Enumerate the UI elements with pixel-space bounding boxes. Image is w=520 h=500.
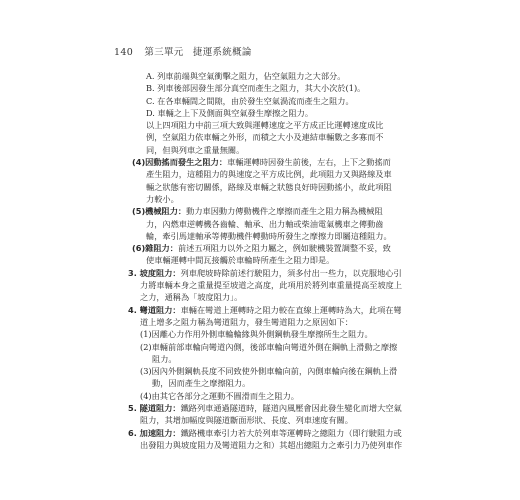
line-text: 出發阻力與坡度阻力及彎道阻力之和）其超出總阻力之牽引力乃使列車作: [140, 439, 403, 450]
text-line: [128, 218, 406, 230]
text-line: [128, 205, 406, 217]
line-text: (1)因離心力作用外側車輪輪緣與外側鋼軌發生摩擦所生之阻力。: [140, 329, 373, 340]
text-line: [128, 193, 406, 205]
line-text: 鐵路機車牽引力若大於列車等運轉時之總阻力（即行駛阻力或: [180, 427, 402, 438]
text-line: [128, 119, 406, 131]
line-text: 同，但與列車之重量無關。: [146, 144, 245, 155]
text-line: [128, 168, 406, 180]
line-text: 以上四項阻力中前三項大致與運轉速度之平方成正比運轉速度成比: [146, 120, 384, 131]
line-text: 車輛在彎道上運轉時之阻力較在直線上運轉時為大，此項在彎: [180, 304, 402, 315]
text-line: [128, 131, 406, 143]
text-line: [128, 328, 406, 340]
text-line: [128, 304, 406, 316]
line-text: 輛之狀態有密切關係，路線及車輛之狀態良好時因動搖小，故此項阻: [146, 181, 392, 192]
item-heading: (4)因動搖而發生之阻力：: [132, 157, 228, 168]
text-line: [128, 279, 406, 291]
line-text: D. 車輛之上下及側面與空氣發生摩擦之阻力。: [146, 107, 314, 118]
item-heading: 3. 坡度阻力：: [128, 267, 181, 278]
text-line: [128, 107, 406, 119]
unit-label: 第三單元: [144, 47, 184, 58]
item-heading: 5. 隧道阻力：: [128, 403, 181, 414]
text-line: [128, 439, 406, 451]
item-heading: 4. 彎道阻力：: [128, 304, 181, 315]
item-heading: (5)機械阻力：: [132, 206, 187, 217]
text-line: [128, 291, 406, 303]
line-text: 產生阻力，這種阻力的與速度之平方成比例，此項阻力又與路線及車: [146, 169, 392, 180]
line-text: 道上增多之阻力稱為彎道阻力，發生彎道阻力之原因如下：: [140, 316, 353, 327]
text-line: [128, 353, 406, 365]
text-line: [128, 365, 406, 377]
text-line: [128, 82, 406, 94]
line-text: A. 列車前端與空氣衝擊之阻力，佔空氣阻力之大部分。: [146, 71, 346, 81]
line-text: 輪，牽引馬達軸承等傳動機件轉動時所發生之摩擦力即屬這種阻力。: [146, 230, 392, 241]
item-heading: (6)雜阻力：: [132, 243, 178, 254]
page-body: [128, 70, 406, 451]
text-line: [128, 181, 406, 193]
line-text: 使車輛運轉中間瓦接觸於車輪時所產生之阻力即是。: [146, 255, 335, 266]
text-line: [128, 267, 406, 279]
book-title: 捷運系統概論: [192, 47, 252, 58]
text-line: [128, 414, 406, 426]
page-header: [114, 44, 252, 58]
item-heading: 6. 加速阻力：: [128, 427, 181, 438]
line-text: 之力，通稱為「坡度阻力」。: [140, 292, 243, 303]
line-text: 動，因而產生之摩擦阻力。: [152, 378, 251, 389]
line-text: 阻力，其增加幅度與隧道斷面形狀、長度、列車速度有關。: [140, 415, 353, 426]
text-line: [128, 230, 406, 242]
line-text: (3)因內外側鋼軌長度不同致使外側車輪向前，內側車輪向後在鋼軌上滑: [140, 366, 398, 377]
text-line: [128, 390, 406, 402]
line-text: 力較小。: [146, 193, 179, 204]
line-text: (4)由其它各部分之運動不圓滑而生之阻力。: [140, 390, 299, 401]
line-text: 阻力。: [152, 353, 177, 364]
text-line: [128, 377, 406, 389]
text-line: [128, 70, 406, 82]
line-text: B. 列車後部因發生部分真空而產生之阻力，其大小次於(1)。: [146, 83, 366, 94]
line-text: 力，內燃車逆轉機各齒輪、軸承、出力軸或柴油電氣機車之傳動齒: [146, 218, 384, 229]
text-line: [128, 144, 406, 156]
line-text: 鐵路列車通過隧道時，隧道內風壓會因此發生變化而增大空氣: [180, 403, 402, 414]
line-text: 車輛運轉時因發生前後，左右，上下之動搖而: [227, 157, 391, 168]
text-line: [128, 427, 406, 439]
line-text: 前述五項阻力以外之阻力屬之，例如駛機裝置調整不妥，致: [177, 243, 391, 254]
line-text: C. 在各車輛間之間隙，由於發生空氣渦流而產生之阻力。: [146, 95, 354, 106]
text-line: [128, 242, 406, 254]
line-text: 力將車輛本身之重量提至坡道之高度，此項用於將列車重量提高至坡度上: [140, 280, 403, 291]
text-line: [128, 402, 406, 414]
line-text: 列車爬坡時除前述行駛阻力，須多付出一些力，以克服地心引: [180, 267, 402, 278]
line-text: 例，空氣阻力依車輛之外形，而積之大小及連結車輛數之多寡而不: [146, 132, 384, 143]
text-line: [128, 95, 406, 107]
text-line: [128, 254, 406, 266]
text-line: [128, 156, 406, 168]
text-line: [128, 316, 406, 328]
text-line: [128, 341, 406, 353]
line-text: 動力車因動力傳動機件之摩擦而產生之阻力稱為機械阻: [186, 206, 383, 217]
line-text: (2)車輛前部車輪向彎道內側，後部車輪向彎道外側在鋼軌上滑動之摩擦: [140, 341, 398, 352]
page-number: 140: [114, 47, 134, 58]
